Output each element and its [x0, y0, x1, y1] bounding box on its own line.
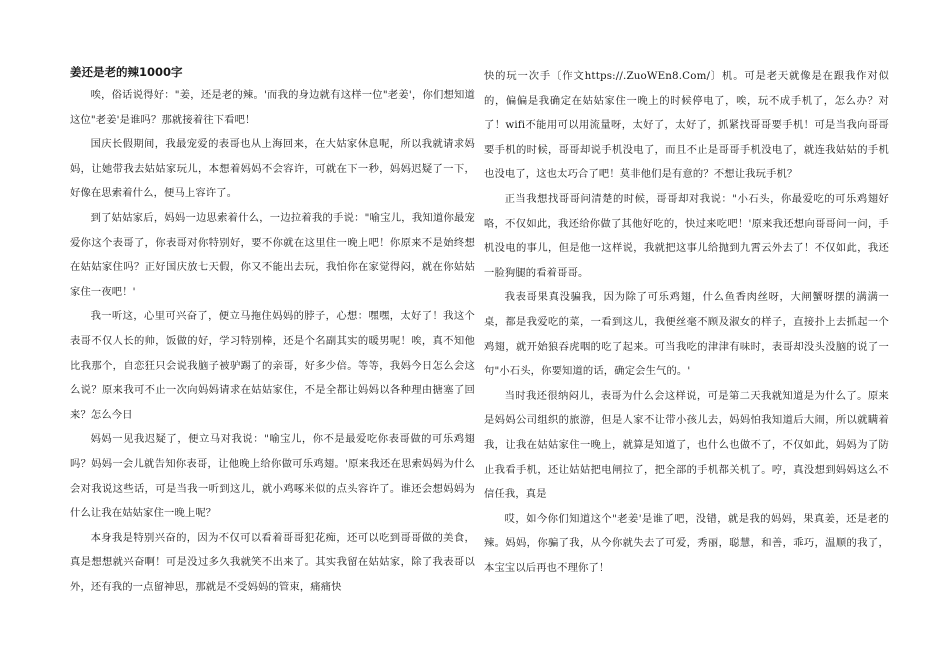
paragraph: 哎，如今你们知道这个"老姜'是谁了吧，没错，就是我的妈妈，果真姜，还是老的辣。妈妈，你骗了我，从今你就失去了可爱，秀丽，聪慧，和善，乖巧，温顺的我了，本宝宝以后再也不理你了！ [484, 512, 889, 574]
paragraph: 妈妈一见我迟疑了，便立马对我说："喻宝儿，你不是最爱吃你表哥做的可乐鸡翅吗？妈妈一会儿就告知你表哥，让他晚上给你做可乐鸡翅。'原来我还在思索妈妈为什么会对我说这些话，可是当我一听到这儿，就小鸡啄米似的点头容许了。谁还会想妈妈为什么让我在姑姑家住一晚上呢？ [70, 433, 475, 520]
paragraph-continued: 快的玩一次手〔作文https://.ZuoWEn8.Com/〕机。可是老天就像是在跟我作对似的，偏偏是我确定在姑姑家住一晚上的时候停电了，唉，玩不成手机了，怎么办？对了！wifi不能用可以用流量呀，太好了，太好了，抓紧找哥哥要手机！可是当我向哥哥要手机的时候，哥哥却说手机没电了，而且不止是哥哥手机没电了，就连我姑姑的手机也没电了，这也太巧合了吧！莫非他们是有意的？不想让我玩手机？ [484, 70, 889, 181]
left-column [70, 64, 475, 599]
paragraph: 当时我还很纳闷儿，表哥为什么会这样说，可是第二天我就知道是为什么了。原来是妈妈公司组织的旅游，但是人家不让带小孩儿去，妈妈怕我知道后大闹，所以就瞒着我，让我在姑姑家住一晚上，就算是知道了，也什么也做不了，不仅如此，妈妈为了防止我看手机，还让姑姑把电闸拉了，把全部的手机都关机了。哼，真没想到妈妈这么不信任我，真是 [484, 389, 889, 501]
paragraph: 唉，俗话说得好："姜，还是老的辣。'而我的身边就有这样一位"老姜'，你们想知道这位"老姜'是谁吗？那就接着往下看吧！ [70, 89, 475, 126]
paragraph: 本身我是特别兴奋的，因为不仅可以看着哥哥犯花痴，还可以吃到哥哥做的美食，真是想想就兴奋啊！可是没过多久我就笑不出来了。其实我留在姑姑家，除了我表哥以外，还有我的一点留神思，那就是不受妈妈的管束，痛痛快 [70, 531, 475, 593]
paragraph: 国庆长假期间，我最宠爱的表哥也从上海回来，在大姑家休息呢，所以我就请求妈妈，让她带我去姑姑家玩儿，本想着妈妈不会容许，可就在下一秒，妈妈迟疑了一下，好像在思索着什么，便马上容许了。 [70, 138, 475, 200]
right-column [484, 64, 889, 580]
article-title: 姜还是老的辣1000字 [70, 65, 183, 79]
paragraph: 到了姑姑家后，妈妈一边思索着什么，一边拉着我的手说："喻宝儿，我知道你最宠爱你这个表哥了，你表哥对你特别好，要不你就在这里住一晚上吧！你原来不是始终想在姑姑家住吗？正好国庆放七天假，你又不能出去玩，我怕你在家觉得闷，就在你姑姑家住一夜吧！' [70, 211, 475, 298]
paragraph: 我表哥果真没骗我，因为除了可乐鸡翅，什么鱼香肉丝呀，大闸蟹呀摆的满满一桌，都是我爱吃的菜，一看到这儿，我便丝毫不顾及淑女的样子，直接扑上去抓起一个鸡翅，就开始狼吞虎咽的吃了起来。可当我吃的津津有味时，表哥却没头没脑的说了一句"小石头，你要知道的话，确定会生气的。' [484, 291, 889, 378]
paragraph: 正当我想找哥哥问清楚的时候，哥哥却对我说："小石头，你最爱吃的可乐鸡翅好咯，不仅如此，我还给你做了其他好吃的，快过来吃吧！'原来我还想向哥哥问一问，手机没电的事儿，但是他一这样说，我就把这事儿给抛到九霄云外去了！不仅如此，我还一脸狗腿的看着哥哥。 [484, 192, 889, 279]
paragraph: 我一听这，心里可兴奋了，便立马拖住妈妈的脖子，心想：嘿嘿，太好了！我这个表哥不仅人长的帅，饭做的好，学习特别棒，还是个名副其实的暖男呢！唉，真不知他比我那个，自恋狂只会说我脑子被驴踢了的亲哥，好多少倍。等等，我妈今日怎么会这么说？原来我可不止一次向妈妈请求在姑姑家住，不是全都让妈妈以各种理由搪塞了回来？怎么今日 [70, 310, 475, 421]
